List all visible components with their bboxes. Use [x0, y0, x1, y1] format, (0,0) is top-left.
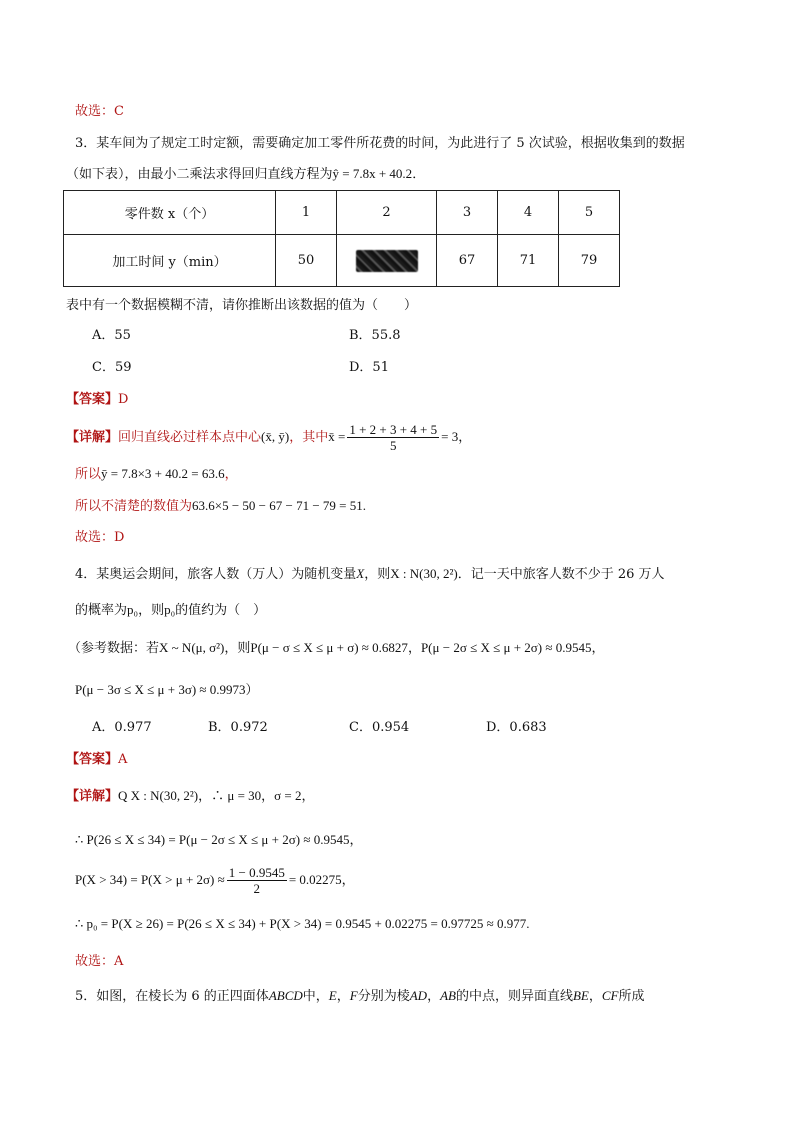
stem-text: 所成 — [618, 989, 645, 1004]
q4-answer-line — [66, 750, 127, 770]
q3-option-a: A．55 — [92, 328, 131, 343]
table-cell: 1 — [276, 191, 337, 235]
table-cell: 2 — [337, 191, 437, 235]
detail-text: 回归直线必过样本点中心 — [118, 430, 262, 445]
stem-text: ， — [336, 989, 350, 1004]
table-row — [64, 191, 620, 235]
detail-tag: 【详解】 — [66, 430, 119, 445]
table-cell-blurred — [337, 235, 437, 287]
q3-stem-line1: 3．某车间为了规定工时定额，需要确定加工零件所花费的时间，为此进行了 5 次试验，根据收集到的数据 — [75, 136, 685, 151]
detail-math: Q X : N(30, 2²) — [118, 788, 199, 803]
answer-tag: 【答案】 — [66, 752, 119, 767]
table-cell: 50 — [276, 235, 337, 287]
detail-math: = 0.02275， — [288, 872, 355, 887]
q4-detail-line4: ∴ p₀ = P(X ≥ 26) = P(26 ≤ X ≤ 34) + P(X > 34) = 0.9545 + 0.02275 = 0.97725 ≈ 0.977. — [75, 916, 530, 931]
detail-math: x̄ = — [328, 429, 346, 444]
q3-stem-line2 — [66, 164, 425, 185]
stem-text: 中， — [302, 989, 329, 1004]
stem-text: ，则 — [138, 603, 165, 618]
stem-math: ABCD — [268, 988, 303, 1003]
q3-detail-line2 — [75, 464, 238, 485]
table-header-cell: 零件数 x（个） — [64, 191, 276, 235]
fraction-denominator: 2 — [253, 881, 261, 896]
q4-final: 故选：A — [75, 954, 124, 969]
fraction-denominator: 5 — [389, 438, 397, 453]
table-cell: 3 — [437, 191, 498, 235]
detail-text: 所以不清楚的数值为 — [75, 499, 193, 514]
q3-answer-line — [66, 390, 128, 410]
stem-text: 分别为棱 — [357, 989, 410, 1004]
q4-option-a: A．0.977 — [92, 720, 152, 735]
table-cell: 71 — [498, 235, 559, 287]
table-cell: 67 — [437, 235, 498, 287]
detail-text: ， — [224, 467, 238, 482]
detail-math: 63.6×5 − 50 − 67 − 71 − 79 = 51. — [192, 498, 367, 513]
ref-math: P(μ − σ ≤ X ≤ μ + σ) ≈ 0.6827 — [250, 640, 408, 655]
stem-text: 的概率为 — [75, 603, 128, 618]
q3-option-d: D．51 — [349, 360, 389, 375]
q3-regression-equation: ŷ = 7.8x + 40.2 — [332, 166, 413, 181]
q4-detail-line1 — [66, 786, 315, 807]
table-row — [64, 235, 620, 287]
q3-data-table — [63, 190, 620, 287]
q4-detail-line3 — [75, 858, 355, 903]
q3-stem-end: ． — [412, 167, 426, 182]
stem-math: p₀ — [164, 602, 176, 617]
ref-text: （参考数据：若 — [68, 641, 160, 656]
fraction — [347, 422, 439, 453]
q4-ref-line1 — [68, 638, 605, 659]
q4-option-d: D．0.683 — [486, 720, 547, 735]
detail-text: 所以 — [75, 467, 102, 482]
stem-text: ， — [588, 989, 602, 1004]
detail-tag: 【详解】 — [66, 789, 119, 804]
table-header-cell: 加工时间 y（min） — [64, 235, 276, 287]
table-cell: 4 — [498, 191, 559, 235]
fraction-numerator: 1 − 0.9545 — [228, 865, 285, 880]
q3-final: 故选：D — [75, 530, 125, 545]
stem-text: 的中点，则异面直线 — [455, 989, 573, 1004]
ref-text: ， — [591, 641, 605, 656]
q3-detail-line1 — [66, 418, 471, 457]
stem-text: ， — [427, 989, 441, 1004]
stem-math: p₀ — [127, 602, 139, 617]
stem-math: X : N(30, 2²) — [390, 566, 458, 581]
stem-math: BE — [572, 988, 589, 1003]
detail-math: ȳ = 7.8×3 + 40.2 = 63.6 — [101, 466, 225, 481]
q4-stem-line1 — [75, 564, 665, 585]
q4-option-c: C．0.954 — [349, 720, 410, 735]
stem-text: ，则 — [364, 567, 391, 582]
q4-stem-line2 — [75, 600, 266, 621]
detail-math: P(X > 34) = P(X > μ + 2σ) ≈ — [75, 872, 225, 887]
answer-tag: 【答案】 — [66, 392, 119, 407]
detail-math: ，∴ μ = 30，σ = 2， — [198, 788, 315, 803]
ref-text: ， — [407, 641, 421, 656]
stem-math: AB — [440, 988, 456, 1003]
fraction — [227, 865, 287, 896]
stem-math: X — [356, 566, 365, 581]
table-cell: 5 — [559, 191, 620, 235]
q3-option-b: B．55.8 — [349, 328, 401, 343]
q5-stem — [75, 986, 645, 1007]
q3-stem-text: （如下表），由最小二乘法求得回归直线方程为 — [66, 167, 333, 182]
q3-detail-line3 — [75, 496, 366, 517]
table-cell: 79 — [559, 235, 620, 287]
stem-text: 的值约为（ ） — [175, 603, 267, 618]
q3-answer: D — [118, 392, 129, 407]
detail-math: = 3， — [441, 429, 472, 444]
stem-math: AD — [409, 988, 428, 1003]
stem-text: 4．某奥运会期间，旅客人数（万人）为随机变量 — [75, 567, 357, 582]
q4-answer: A — [118, 752, 128, 767]
q3-option-c: C．59 — [92, 360, 132, 375]
blurred-value — [356, 250, 418, 272]
stem-math: F — [349, 988, 358, 1003]
ref-math: P(μ − 2σ ≤ X ≤ μ + 2σ) ≈ 0.9545 — [420, 640, 592, 655]
ref-text: ，则 — [224, 641, 251, 656]
q2-answer-line: 故选：C — [75, 104, 124, 119]
detail-math: (x̄, ȳ) — [261, 429, 290, 444]
stem-math: CF — [601, 988, 619, 1003]
stem-math: E — [328, 988, 337, 1003]
q4-option-b: B．0.972 — [208, 720, 268, 735]
detail-text: ，其中 — [289, 430, 329, 445]
ref-math: X ~ N(μ, σ²) — [159, 640, 225, 655]
stem-text: 5．如图，在棱长为 6 的正四面体 — [75, 989, 269, 1004]
stem-text: ．记一天中旅客人数不少于 26 万人 — [457, 567, 665, 582]
fraction-numerator: 1 + 2 + 3 + 4 + 5 — [349, 422, 438, 437]
q3-question: 表中有一个数据模糊不清，请你推断出该数据的值为（ ） — [66, 298, 418, 313]
q4-ref-line2: P(μ − 3σ ≤ X ≤ μ + 3σ) ≈ 0.9973） — [75, 682, 259, 697]
q4-detail-line2: ∴ P(26 ≤ X ≤ 34) = P(μ − 2σ ≤ X ≤ μ + 2σ) ≈ 0.9545， — [75, 832, 363, 847]
